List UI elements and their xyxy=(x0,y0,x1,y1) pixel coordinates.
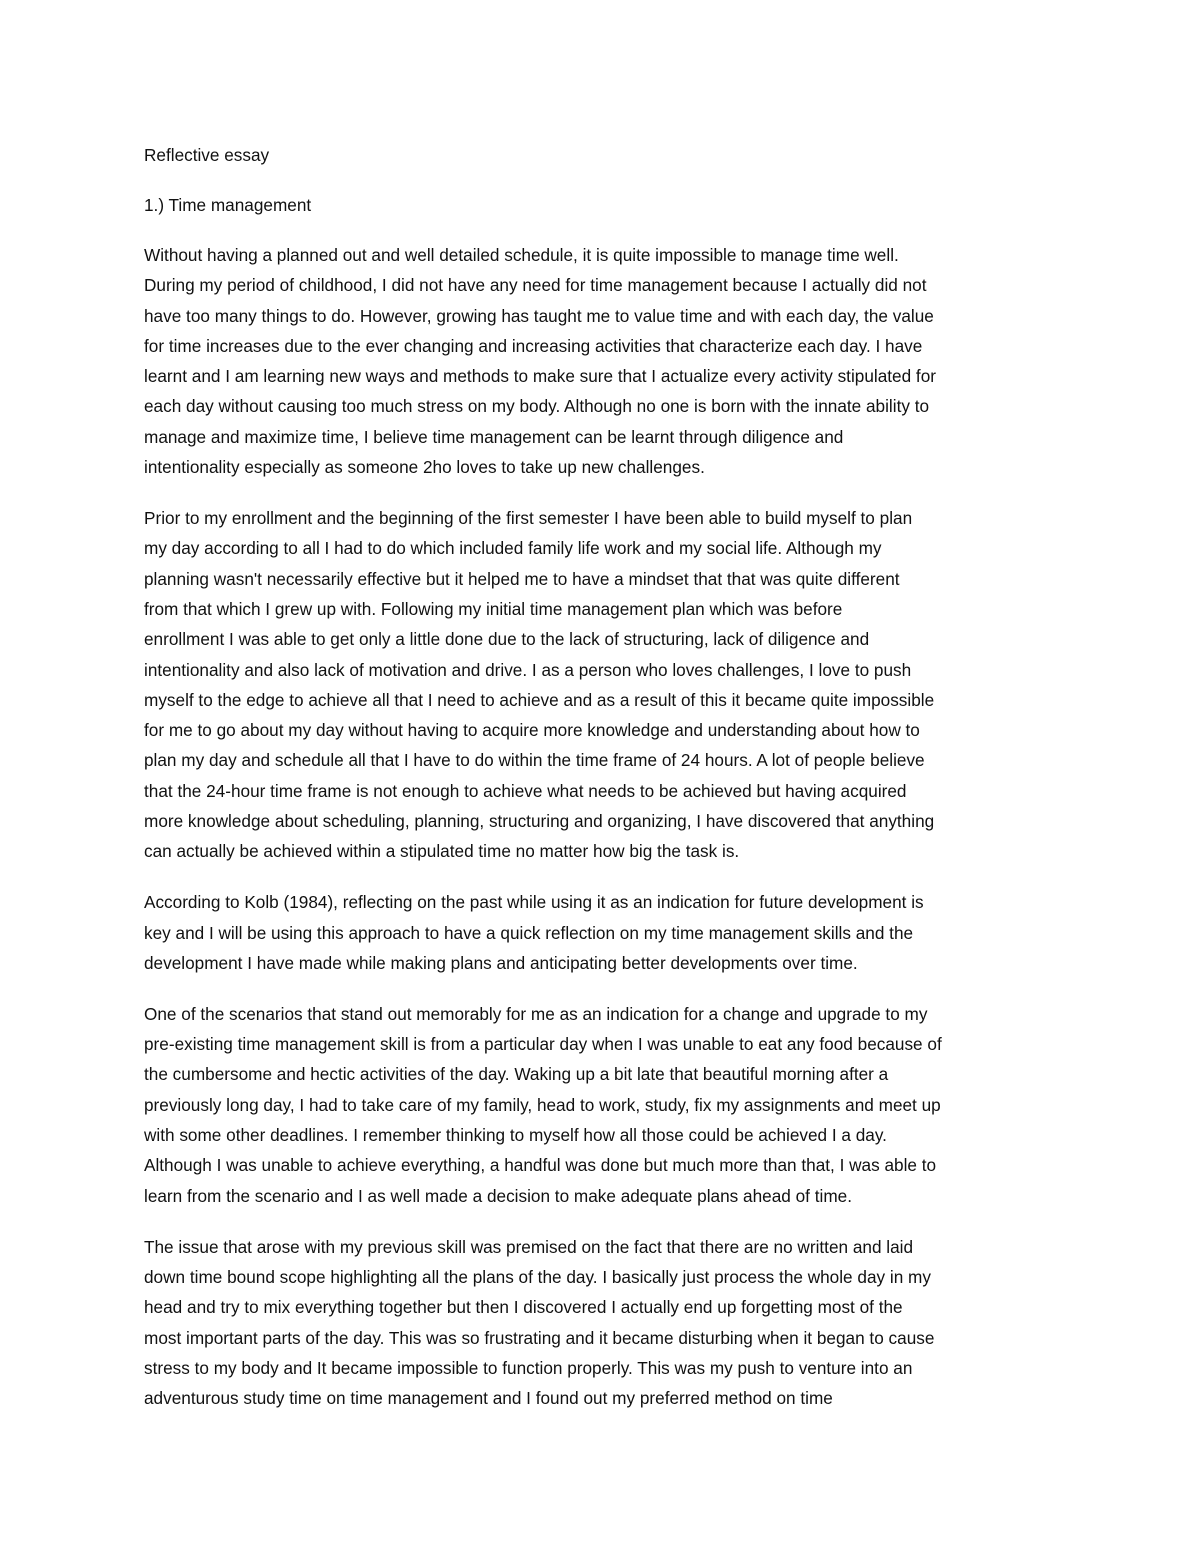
paragraph-line: adventurous study time on time management and I found out my preferred method on time xyxy=(144,1388,833,1409)
section-heading: 1.) Time management xyxy=(144,194,312,215)
document-body xyxy=(144,140,1060,1434)
paragraph-line: plan my day and schedule all that I have to do within the time frame of 24 hours. A lot of people believe xyxy=(144,750,925,771)
paragraph-line: from that which I grew up with. Following my initial time management plan which was before xyxy=(144,598,843,619)
paragraph-line: learnt and I am learning new ways and methods to make sure that I actualize every activity stipulated for xyxy=(144,366,936,387)
paragraph-line: pre-existing time management skill is from a particular day when I was unable to eat any food because of xyxy=(144,1034,942,1055)
paragraph-line: development I have made while making plans and anticipating better developments over time. xyxy=(144,952,858,973)
paragraph-line: most important parts of the day. This was so frustrating and it became disturbing when it began to cause xyxy=(144,1327,935,1348)
paragraph-line: intentionality and also lack of motivation and drive. I as a person who loves challenges, I love to push xyxy=(144,659,912,680)
paragraph-line: Prior to my enrollment and the beginning of the first semester I have been able to build myself to plan xyxy=(144,508,913,529)
paragraph-line: the cumbersome and hectic activities of the day. Waking up a bit late that beautiful morning after a xyxy=(144,1064,889,1085)
paragraph-line: previously long day, I had to take care of my family, head to work, study, fix my assignments and meet up xyxy=(144,1094,941,1115)
paragraph-line: head and try to mix everything together but then I discovered I actually end up forgetting most of the xyxy=(144,1297,903,1318)
paragraph-line: The issue that arose with my previous skill was premised on the fact that there are no written and laid xyxy=(144,1236,914,1257)
paragraph-line: down time bound scope highlighting all the plans of the day. I basically just process the whole day in my xyxy=(144,1266,931,1287)
paragraph-line: each day without causing too much stress on my body. Although no one is born with the innate ability to xyxy=(144,396,930,417)
paragraph-line: that the 24-hour time frame is not enough to achieve what needs to be achieved but having acquired xyxy=(144,780,907,801)
paragraph-line: Without having a planned out and well detailed schedule, it is quite impossible to manage time well. xyxy=(144,244,899,265)
paragraph-line: with some other deadlines. I remember thinking to myself how all those could be achieved I a day. xyxy=(144,1125,887,1146)
document-title: Reflective essay xyxy=(144,145,270,165)
paragraph-line: According to Kolb (1984), reflecting on the past while using it as an indication for future development is xyxy=(144,892,924,913)
paragraph-line: have too many things to do. However, growing has taught me to value time and with each day, the value xyxy=(144,305,934,326)
paragraph-line: Although I was unable to achieve everything, a handful was done but much more than that, I was able to xyxy=(144,1155,937,1176)
paragraph-1 xyxy=(144,240,1060,482)
paragraph-4 xyxy=(144,999,1060,1211)
paragraph-line: intentionality especially as someone 2ho loves to take up new challenges. xyxy=(144,457,705,478)
paragraph-line: key and I will be using this approach to have a quick reflection on my time management skills and the xyxy=(144,922,914,943)
paragraph-line: myself to the edge to achieve all that I need to achieve and as a result of this it became quite impossible xyxy=(144,689,935,710)
paragraph-line: One of the scenarios that stand out memorably for me as an indication for a change and upgrade to my xyxy=(144,1003,928,1024)
paragraph-5 xyxy=(144,1232,1060,1414)
paragraph-line: for time increases due to the ever changing and increasing activities that characterize each day. I have xyxy=(144,335,923,356)
paragraph-line: planning wasn't necessarily effective but it helped me to have a mindset that that was quite different xyxy=(144,568,900,589)
paragraph-line: manage and maximize time, I believe time management can be learnt through diligence and xyxy=(144,426,844,447)
paragraph-line: more knowledge about scheduling, planning, structuring and organizing, I have discovered that anything xyxy=(144,811,935,831)
paragraph-3 xyxy=(144,887,1060,978)
paragraph-line: can actually be achieved within a stipulated time no matter how big the task is. xyxy=(144,841,740,862)
paragraph-line: During my period of childhood, I did not have any need for time management because I actually did not xyxy=(144,275,927,296)
paragraph-line: learn from the scenario and I as well made a decision to make adequate plans ahead of time. xyxy=(144,1185,852,1206)
paragraph-line: my day according to all I had to do which included family life work and my social life. Although my xyxy=(144,538,882,559)
paragraph-line: stress to my body and It became impossible to function properly. This was my push to venture into an xyxy=(144,1357,913,1378)
paragraph-line: enrollment I was able to get only a little done due to the lack of structuring, lack of diligence and xyxy=(144,629,870,650)
paragraph-line: for me to go about my day without having to acquire more knowledge and understanding about how to xyxy=(144,720,920,741)
paragraph-2 xyxy=(144,503,1060,867)
